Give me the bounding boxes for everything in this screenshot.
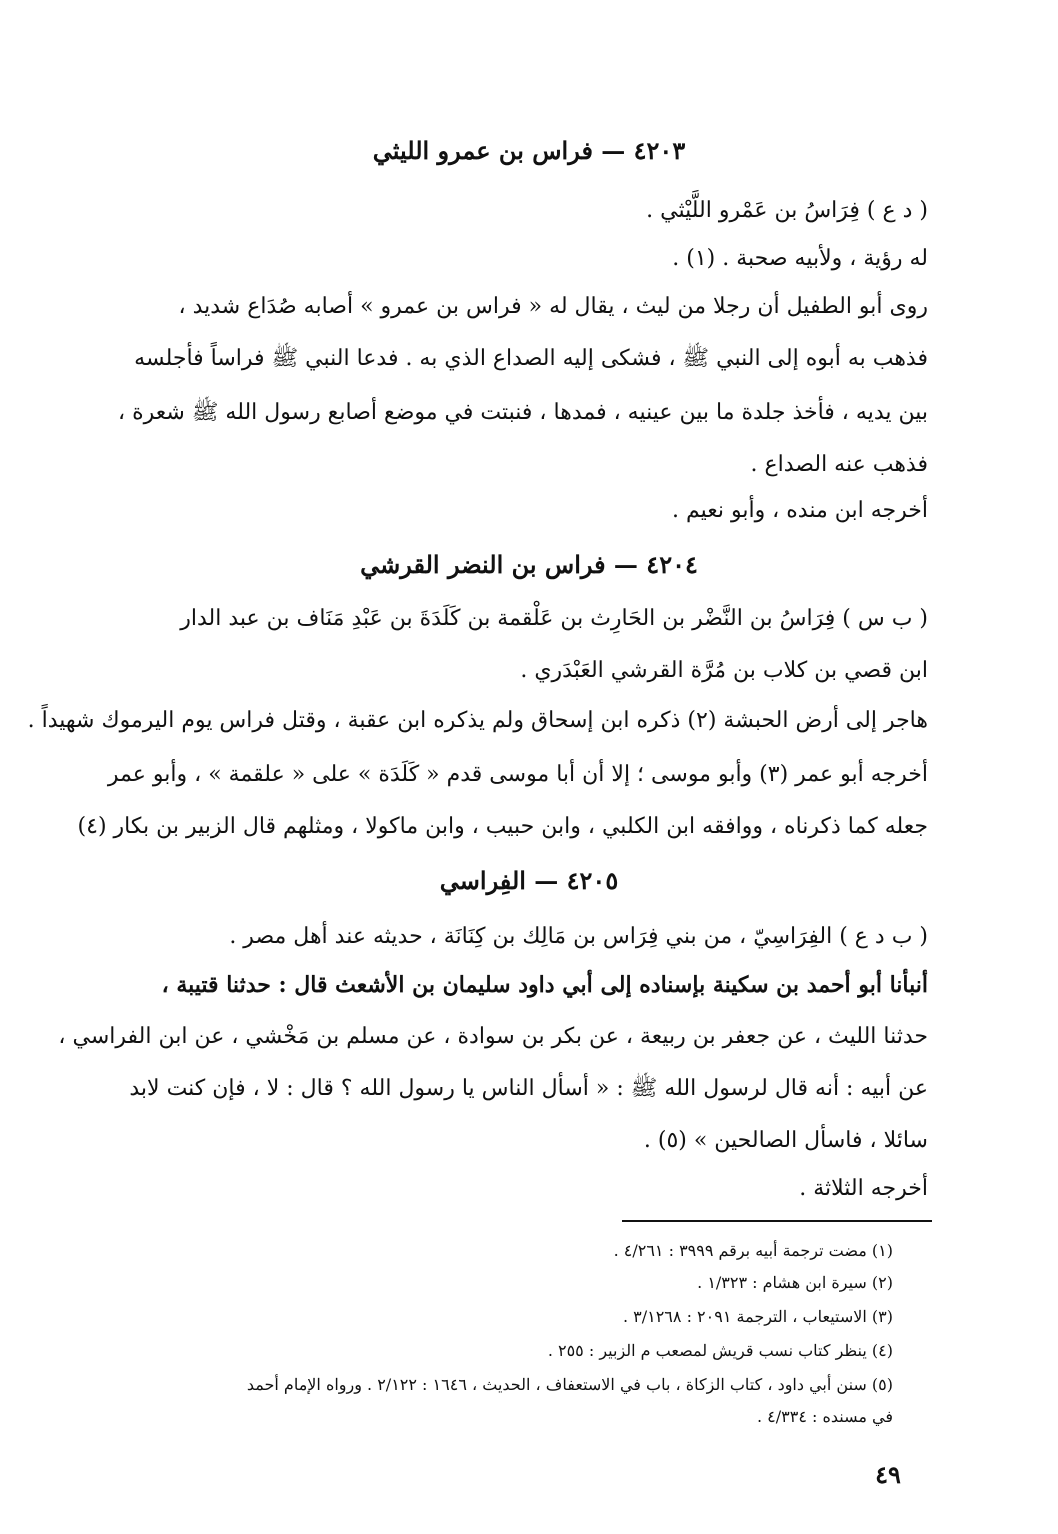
entry-line: أخرجه الثلاثة . [799,1176,928,1201]
entry-line: هاجر إلى أرض الحبشة (٢) ذكره ابن إسحاق ولم يذكره ابن عقبة ، وقتل فراس يوم اليرموك شهيداً . [27,708,928,733]
entry-line: أنبأنا أبو أحمد بن سكينة بإسناده إلى أبي داود سليمان بن الأشعث قال : حدثنا قتيبة ، [161,972,928,998]
footnote: (٢) سيرة ابن هشام : ١/٣٢٣ . [697,1273,893,1292]
entry-heading: ٤٢٠٤ — فراس بن النضر القرشي [360,550,698,579]
entry-line: حدثنا الليث ، عن جعفر بن ربيعة ، عن بكر بن سوادة ، عن مسلم بن مَخْشي ، عن ابن الفراسي ، [58,1024,928,1049]
footnote: (٣) الاستيعاب ، الترجمة ٢٠٩١ : ٣/١٢٦٨ . [622,1307,893,1326]
entry-line: أخرجه أبو عمر (٣) وأبو موسى ؛ إلا أن أبا موسى قدم « كَلَدَة » على « علقمة » ، وأبو عمر [107,762,928,787]
footnote: في مسنده : ٤/٣٣٤ . [756,1407,893,1426]
footnote: (١) مضت ترجمة أبيه برقم ٣٩٩٩ : ٤/٢٦١ . [613,1241,893,1260]
entry-line: ( د ع ) فِرَاسُ بن عَمْرو اللَّيْثي . [646,198,928,223]
entry-heading: ٤٢٠٥ — الفِراسي [439,866,619,895]
entry-line: له رؤية ، ولأبيه صحبة . (١) . [672,246,928,271]
entry-line: جعله كما ذكرناه ، ووافقه ابن الكلبي ، وابن حبيب ، وابن ماكولا ، ومثلهم قال الزبير بن بكار (٤) [77,814,928,839]
entry-line: ( ب س ) فِرَاسُ بن النَّضْر بن الحَارِث بن عَلْقمة بن كَلَدَةَ بن عَبْدِ مَنَاف بن عبد الدار [180,606,928,631]
entry-line: بين يديه ، فأخذ جلدة ما بين عينيه ، فمدها ، فنبتت في موضع أصابع رسول الله ﷺ شعرة ، [118,400,928,425]
entry-line: فذهب به أبوه إلى النبي ﷺ ، فشكى إليه الصداع الذي به . فدعا النبي ﷺ فراساً فأجلسه [134,346,928,371]
page-number: ٤٩ [875,1460,901,1489]
footnote: (٥) سنن أبي داود ، كتاب الزكاة ، باب في الاستعفاف ، الحديث ، ١٦٤٦ : ٢/١٢٢ . ورواه الإمام أحمد [246,1375,893,1394]
entry-line: روى أبو الطفيل أن رجلا من ليث ، يقال له « فراس بن عمرو » أصابه صُدَاع شديد ، [178,294,928,319]
footnote-separator [622,1220,932,1222]
entry-line: أخرجه ابن منده ، وأبو نعيم . [671,498,928,523]
entry-line: عن أبيه : أنه قال لرسول الله ﷺ : « أسأل الناس يا رسول الله ؟ قال : لا ، فإن كنت لابد [129,1076,928,1101]
entry-heading: ٤٢٠٣ — فراس بن عمرو الليثي [372,136,686,165]
entry-line: ابن قصي بن كلاب بن مُرَّة القرشي العَبْدَري . [520,658,928,683]
entry-line: ( ب د ع ) الفِرَاسِيّ ، من بني فِرَاس بن مَالِك بن كِنَانَة ، حديثه عند أهل مصر . [229,924,928,949]
entry-line: سائلا ، فاسأل الصالحين » (٥) . [643,1128,928,1153]
footnote: (٤) ينظر كتاب نسب قريش لمصعب م الزبير : ٢٥٥ . [547,1341,893,1360]
entry-line: فذهب عنه الصداع . [750,452,928,477]
